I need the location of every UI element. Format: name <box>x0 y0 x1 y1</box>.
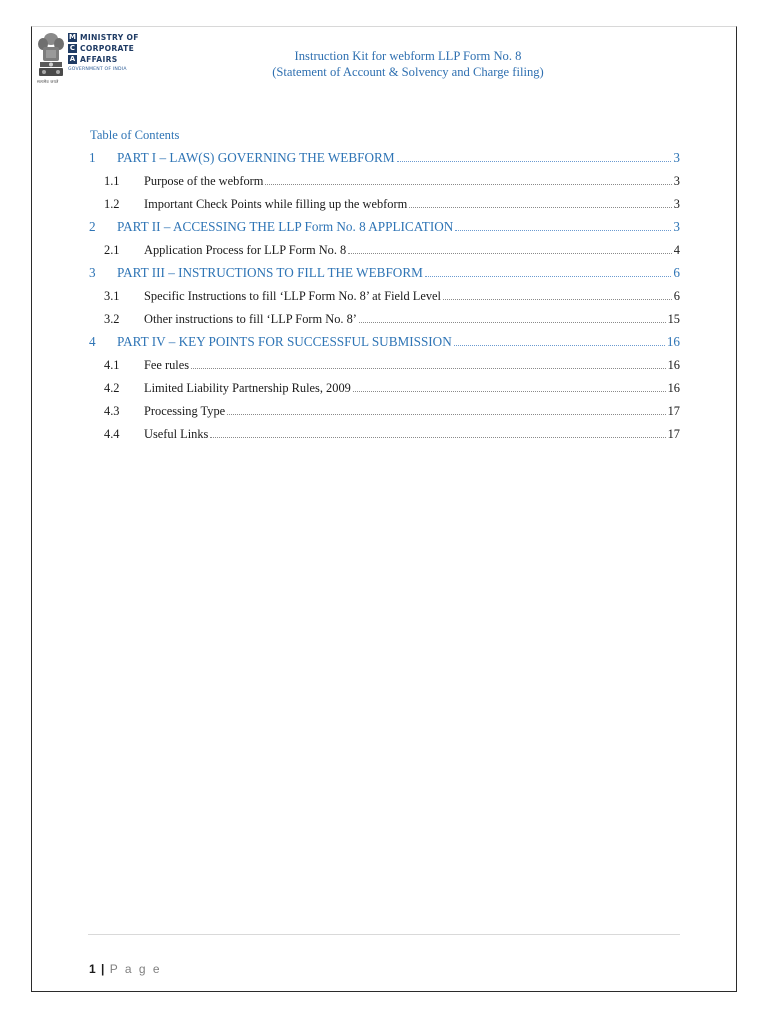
toc-entry-title: Processing Type <box>144 404 226 418</box>
toc-entry-title: PART II – ACCESSING THE LLP Form No. 8 APPLICATION <box>117 219 454 234</box>
toc-entry-leader <box>454 345 665 346</box>
toc-entry[interactable] <box>88 396 680 419</box>
toc-entry[interactable] <box>88 189 680 212</box>
toc-entry-page: 3 <box>673 197 680 211</box>
toc-entry-number: 2.1 <box>104 243 120 257</box>
footer-page-number: 1 <box>89 962 96 976</box>
toc-entry-number: 3.2 <box>104 312 120 326</box>
toc-entry-leader <box>191 368 666 369</box>
toc-entry-title: Specific Instructions to fill ‘LLP Form No. 8’ at Field Level <box>144 289 441 303</box>
toc-entry-page: 3 <box>673 150 680 165</box>
logo-row-ministry <box>68 32 139 43</box>
toc-entry-leader <box>455 230 671 231</box>
toc-entry-leader <box>397 161 672 162</box>
state-emblem-icon <box>37 32 65 84</box>
logo-row-affairs <box>68 54 139 65</box>
toc-entry-leader <box>210 437 665 438</box>
toc-entry[interactable] <box>88 419 680 442</box>
footer-separator: | <box>101 962 105 976</box>
emblem-caption: सत्यमेव जयते <box>37 79 59 84</box>
ministry-wordmark <box>68 32 139 72</box>
toc-entry[interactable] <box>88 350 680 373</box>
toc-entry[interactable] <box>88 281 680 304</box>
ministry-logo <box>37 31 167 91</box>
title-line-1: Instruction Kit for webform LLP Form No. 8 <box>294 49 522 63</box>
toc-entry[interactable] <box>88 235 680 258</box>
logo-word-corporate: CORPORATE <box>80 44 135 53</box>
toc-entry-leader <box>227 414 665 415</box>
toc-entry-leader <box>425 276 672 277</box>
page-bottom-edge <box>31 991 737 992</box>
toc-heading: Table of Contents <box>90 128 180 142</box>
toc-entry-number: 4.1 <box>104 358 120 372</box>
page-footer <box>89 962 162 976</box>
toc-entry-page: 17 <box>667 404 680 418</box>
toc-entry-leader <box>353 391 666 392</box>
toc-entry-title: Other instructions to fill ‘LLP Form No. 8’ <box>144 312 357 326</box>
toc-entry-leader <box>409 207 672 208</box>
toc-entry-number: 4.2 <box>104 381 120 395</box>
toc-entry-number: 3.1 <box>104 289 120 303</box>
toc-entry-title: Purpose of the webform <box>144 174 264 188</box>
toc-entry-title: Application Process for LLP Form No. 8 <box>144 243 347 257</box>
toc-entry[interactable] <box>88 143 680 166</box>
toc-entry-leader <box>443 299 672 300</box>
toc-entry-title: PART III – INSTRUCTIONS TO FILL THE WEBFORM <box>117 265 423 280</box>
toc-entry-leader <box>265 184 671 185</box>
toc-entry-page: 4 <box>673 243 680 257</box>
toc-entry[interactable] <box>88 304 680 327</box>
toc-entry-title: Fee rules <box>144 358 190 372</box>
logo-row-corporate <box>68 43 139 54</box>
logo-letter-a: A <box>69 55 76 63</box>
toc-entry-number: 1.2 <box>104 197 120 211</box>
toc-entry-page: 6 <box>673 265 680 280</box>
toc-entry[interactable] <box>88 373 680 396</box>
toc-entry[interactable] <box>88 327 680 350</box>
toc-entry-number: 3 <box>89 265 96 280</box>
toc-entry[interactable] <box>88 212 680 235</box>
toc-entry-page: 3 <box>673 219 680 234</box>
title-line-2: (Statement of Account & Solvency and Charge filing) <box>272 65 544 79</box>
toc-entry-page: 15 <box>667 312 680 326</box>
toc-entry-number: 1 <box>89 150 96 165</box>
toc-entry-title: PART I – LAW(S) GOVERNING THE WEBFORM <box>117 150 395 165</box>
toc-entry[interactable] <box>88 166 680 189</box>
toc-entry-number: 4 <box>89 334 96 349</box>
logo-government-text: GOVERNMENT OF INDIA <box>68 67 127 72</box>
toc-entry-page: 16 <box>667 358 680 372</box>
toc-entry-page: 16 <box>666 334 680 349</box>
toc-entry-title: PART IV – KEY POINTS FOR SUCCESSFUL SUBMISSION <box>117 334 452 349</box>
toc-entry-title: Limited Liability Partnership Rules, 2009 <box>144 381 351 395</box>
logo-letter-c: C <box>69 44 76 52</box>
logo-letter-m: M <box>69 33 76 41</box>
table-of-contents <box>88 143 680 442</box>
toc-entry-page: 16 <box>667 381 680 395</box>
toc-entry[interactable] <box>88 258 680 281</box>
toc-entry-page: 17 <box>667 427 680 441</box>
toc-entry-page: 3 <box>673 174 680 188</box>
toc-entry-number: 2 <box>89 219 96 234</box>
instruction-kit-title <box>168 48 648 80</box>
toc-entry-page: 6 <box>673 289 680 303</box>
toc-entry-leader <box>348 253 672 254</box>
toc-entry-number: 1.1 <box>104 174 120 188</box>
logo-word-ministry: MINISTRY OF <box>80 33 139 42</box>
toc-entry-leader <box>359 322 666 323</box>
toc-entry-number: 4.3 <box>104 404 120 418</box>
footer-page-label: P a g e <box>109 962 162 976</box>
toc-entry-title: Useful Links <box>144 427 209 441</box>
footer-divider <box>88 934 680 935</box>
toc-entry-number: 4.4 <box>104 427 120 441</box>
logo-word-affairs: AFFAIRS <box>80 55 118 64</box>
toc-entry-title: Important Check Points while filling up the webform <box>144 197 408 211</box>
